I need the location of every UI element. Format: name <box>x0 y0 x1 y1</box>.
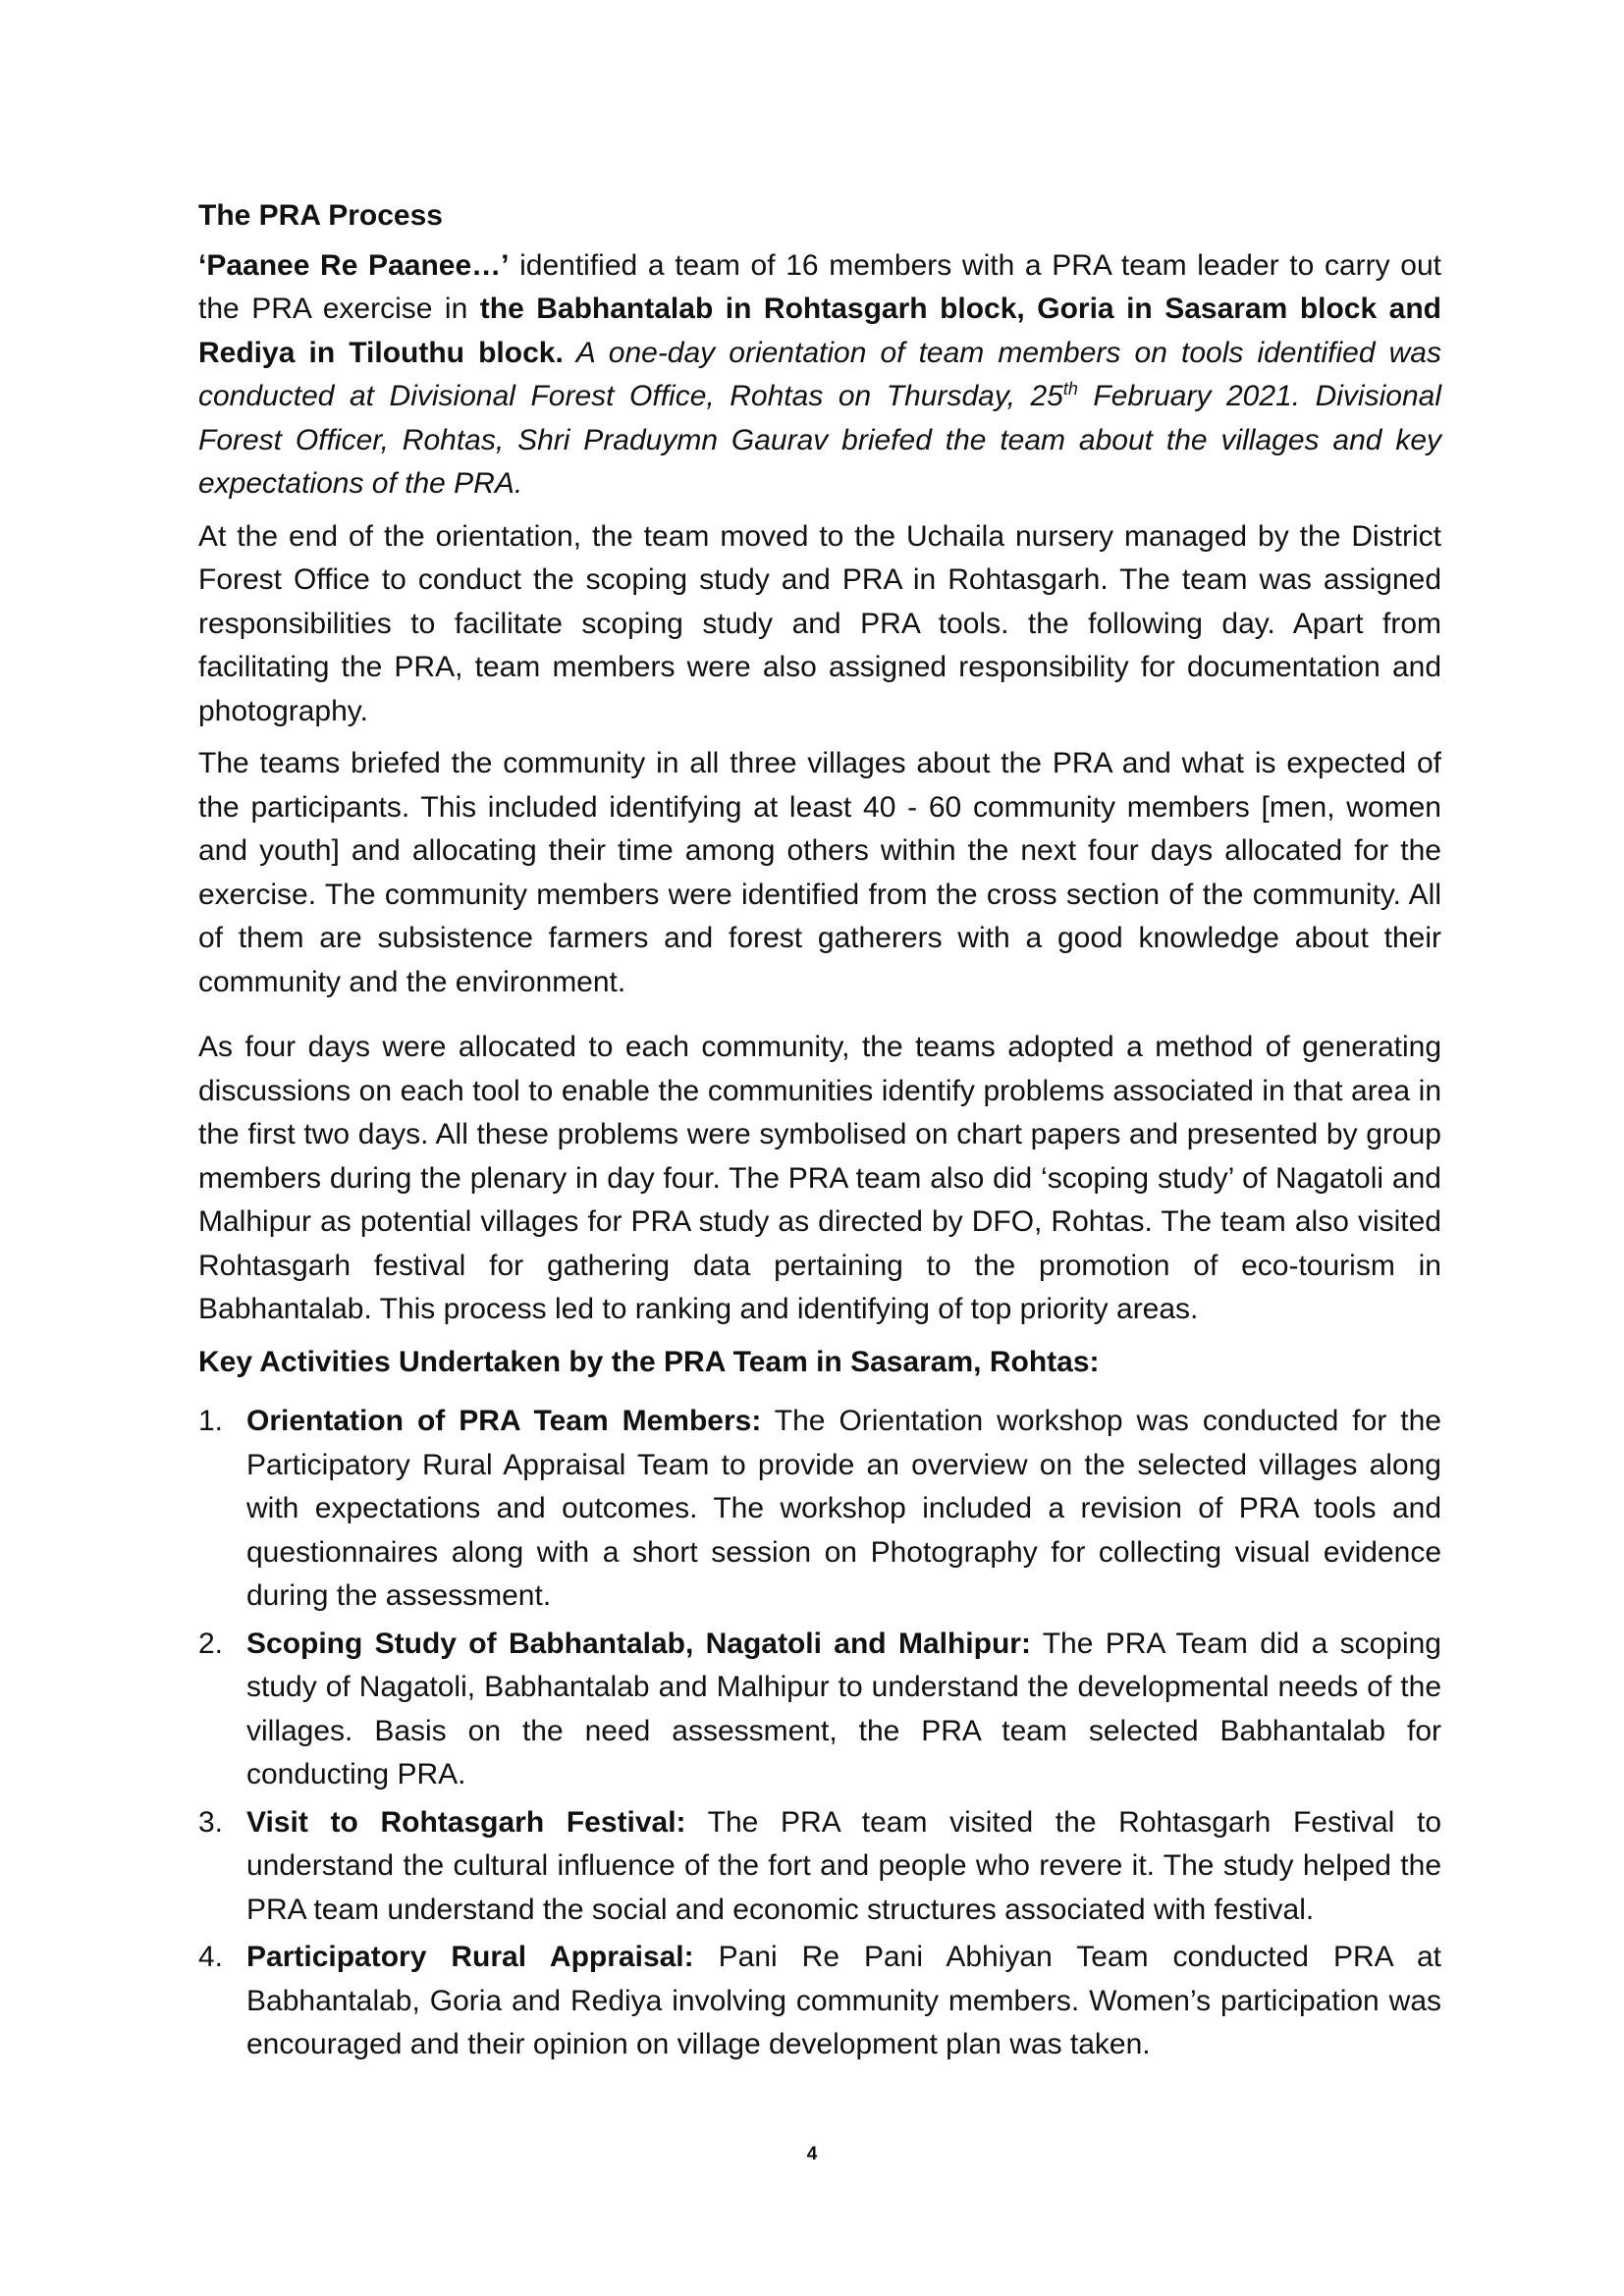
activity-text: The PRA team visited the Rohtasgarh Festival to understand the cultural influence of the fort and people who revere it. The study helped the PRA team understand the social and economic structures associated with festival. <box>246 1805 1441 1926</box>
activity-text: The Orientation workshop was conducted for the Participatory Rural Appraisal Team to provide an overview on the selected villages along with expectations and outcomes. The workshop included a revision of PRA tools and questionnaires along with a short session on Photography for collecting visual evidence during the assessment. <box>246 1405 1441 1612</box>
activity-item <box>198 1623 1441 1797</box>
program-name: ‘Paanee Re Paanee…’ <box>198 248 510 282</box>
date-ordinal-suffix: th <box>1062 379 1078 399</box>
activity-number: 2. <box>198 1627 224 1660</box>
activity-item <box>198 1801 1441 1933</box>
activity-text: Pani Re Pani Abhiyan Team conducted PRA at Babhantalab, Goria and Rediya involving community members. Women’s participation was encouraged and their opinion on village development plan was taken. <box>246 1941 1441 2060</box>
activity-number: 4. <box>198 1941 224 1973</box>
activity-number: 3. <box>198 1805 224 1839</box>
activity-number: 1. <box>198 1405 224 1437</box>
page-number: 4 <box>806 2144 818 2164</box>
community-briefing-paragraph: The teams briefed the community in all three villages about the PRA and what is expected of the participants. This included identifying at least 40 - 60 community members [men, women and youth] and allocating their time among others within the next four days allocated for the exercise. The community members were identified from the cross section of the community. All of them are subsistence farmers and forest gatherers with a good knowledge about their community and the environment. <box>198 747 1441 998</box>
section-title: The PRA Process <box>198 199 443 232</box>
activities-list <box>198 1400 1441 2067</box>
activity-text: The PRA Team did a scoping study of Nagatoli, Babhantalab and Malhipur to understand the developmental needs of the villages. Basis on the need assessment, the PRA team selected Babhantalab for conducting PRA. <box>246 1627 1441 1790</box>
intro-text: identified a team of 16 members with a PRA team leader to carry out the PRA exercise in <box>198 248 1441 325</box>
orientation-note-start: A one-day orientation of team members on tools identified was conducted at Divisional Forest Office, Rohtas on Thursday, 25 <box>198 336 1441 412</box>
activity-title: Participatory Rural Appraisal: <box>246 1941 694 1973</box>
document-page <box>198 194 1441 2071</box>
activity-item <box>198 1936 1441 2067</box>
orientation-note-end: February 2021. Divisional Forest Officer, Rohtas, Shri Praduymn Gaurav briefed the team about the villages and key expectations of the PRA. <box>198 380 1441 500</box>
activity-title: Orientation of PRA Team Members: <box>246 1405 762 1437</box>
intro-paragraph <box>198 244 1441 507</box>
activity-title: Scoping Study of Babhantalab, Nagatoli and Malhipur: <box>246 1627 1031 1660</box>
activity-title: Visit to Rohtasgarh Festival: <box>246 1805 686 1839</box>
orientation-paragraph: At the end of the orientation, the team moved to the Uchaila nursery managed by the District Forest Office to conduct the scoping study and PRA in Rohtasgarh. The team was assigned responsibilities to facilitate scoping study and PRA tools. the following day. Apart from facilitating the PRA, team members were also assigned responsibility for documentation and photography. <box>198 519 1441 727</box>
villages-list: the Babhantalab in Rohtasgarh block, Goria in Sasaram block and Rediya in Tilouthu block. <box>198 293 1441 369</box>
method-paragraph: As four days were allocated to each community, the teams adopted a method of generating discussions on each tool to enable the communities identify problems associated in that area in the first two days. All these problems were symbolised on chart papers and presented by group members during the plenary in day four. The PRA team also did ‘scoping study’ of Nagatoli and Malhipur as potential villages for PRA study as directed by DFO, Rohtas. The team also visited Rohtasgarh festival for gathering data pertaining to the promotion of eco-tourism in Babhantalab. This process led to ranking and identifying of top priority areas. <box>198 1031 1441 1325</box>
key-activities-heading: Key Activities Undertaken by the PRA Team in Sasaram, Rohtas: <box>198 1345 1100 1378</box>
activity-item <box>198 1400 1441 1619</box>
